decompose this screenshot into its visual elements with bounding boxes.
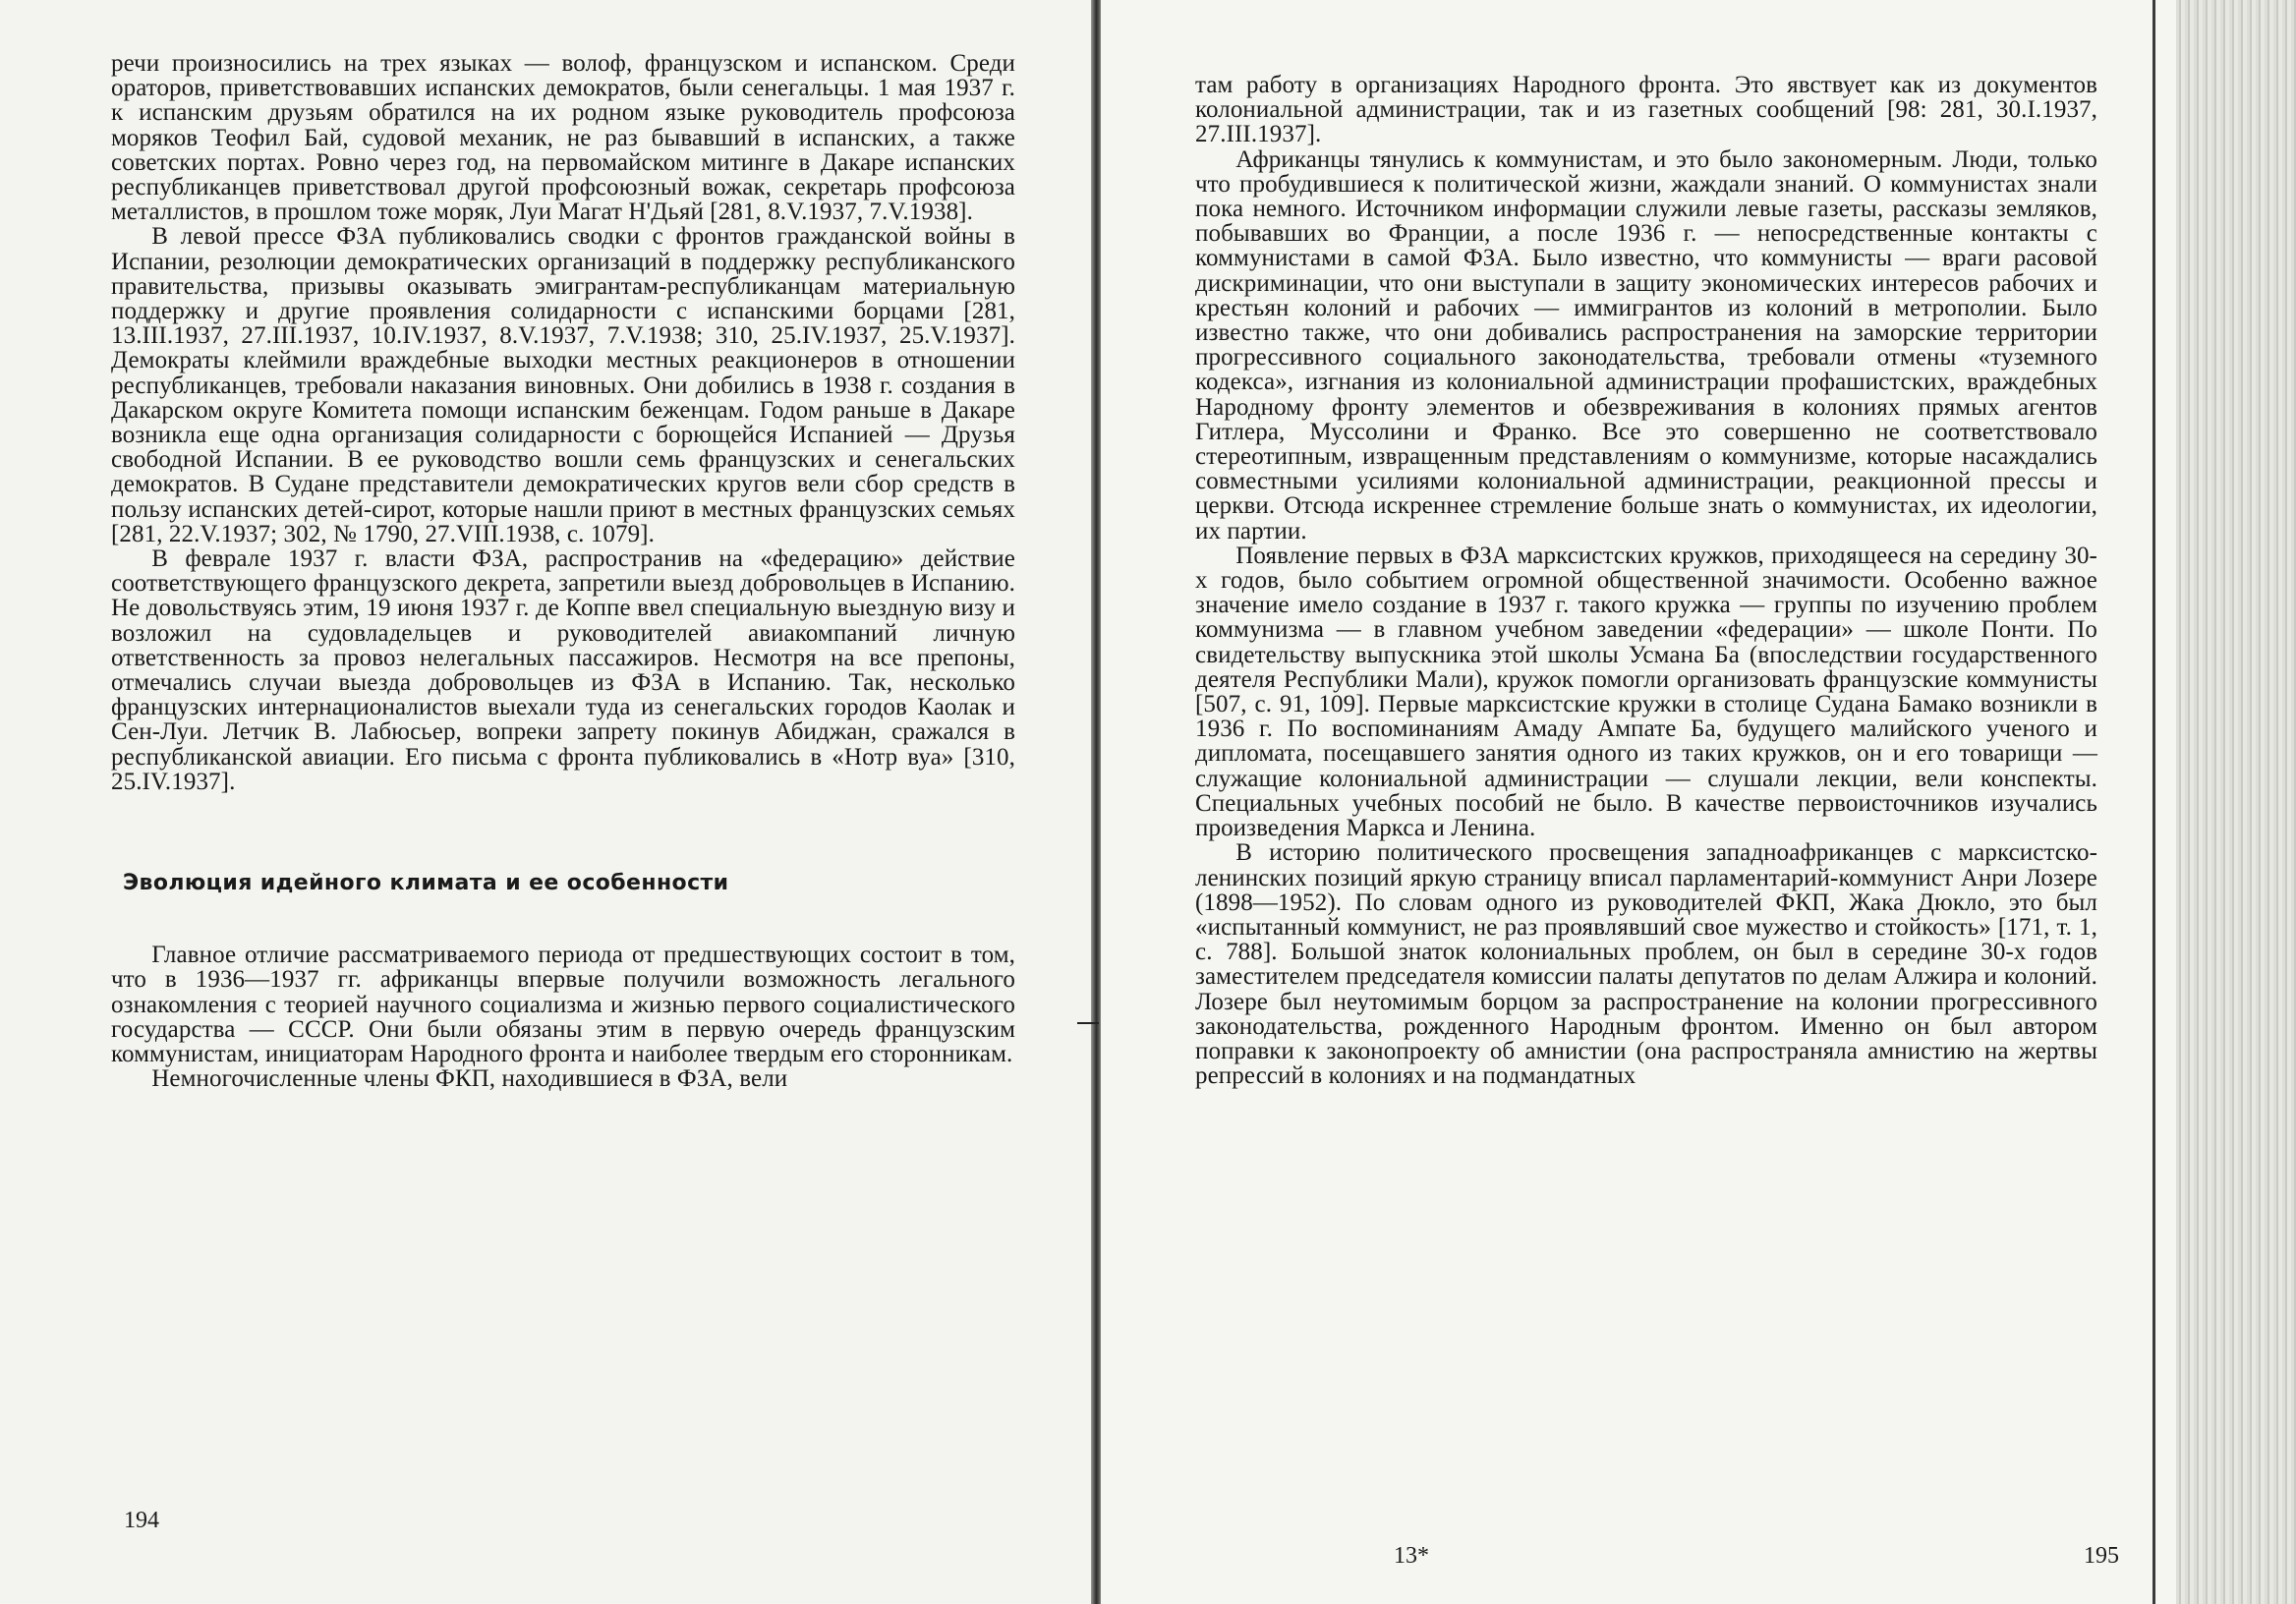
paragraph: В левой прессе ФЗА публиковались сводки с фронтов гражданской войны в Испании, резолюции демократических организаций в поддержку республиканского правительства, призывы оказывать эмигрантам-республиканцам материальную поддержку и другие проявления солидарности с испанскими борцами [281, 13.III.1937, 27.III.1937, 10.IV.1937, 8.V.1937, 7.V.1938; 310, 25.IV.1937, 25.V.1937]. Демократы клеймили враждебные выходки местных реакционеров в отношении республиканцев, требовали наказания виновных. Они добились в 1938 г. создания в Дакарском округе Комитета помощи испанским беженцам. Годом раньше в Дакаре возникла еще одна организация солидарности с борющейся Испанией — Друзья свободной Испании. В ее руководство вошли семь французских и сенегальских демократов. В Судане представители демократических кругов вели сбор средств в пользу испанских детей-сирот, которые нашли приют в местных французских семьях [281, 22.V.1937; 302, № 1790, 27.VIII.1938, с. 1079]. [111,223,1015,547]
paragraph: речи произносились на трех языках — волоф, французском и испанском. Среди ораторов, приветствовавших испанских демократов, были сенегальцы. 1 мая 1937 г. к испанским друзьям обратился на их родном языке руководитель профсоюза моряков Теофил Бай, судовой механик, не раз бывавший в испанских, а также советских портах. Ровно через год, на первомайском митинге в Дакаре испанских республиканцев приветствовал другой профсоюзный вожак, секретарь профсоюза металлистов, в прошлом тоже моряк, Луи Магат Н'Дьяй [281, 8.V.1937, 7.V.1938]. [111,50,1015,226]
left-page [0,0,1093,1604]
page-number: 195 [2084,1543,2119,1569]
signature-mark: 13* [1394,1543,1429,1569]
page-edge-line [2152,0,2155,1604]
paragraph: Немногочисленные члены ФКП, находившиеся в ФЗА, вели [151,1065,788,1093]
page-edge-stack [2176,0,2296,1604]
section-heading: Эволюция идейного климата и ее особенности [123,871,729,896]
right-text-column [1195,73,2097,1088]
right-page [1101,0,2176,1604]
paragraph: там работу в организациях Народного фронта. Это явствует как из документов колониальной администрации, так и из газетных сообщений [98: 281, 30.I.1937, 27.III.1937]. [1195,72,2097,148]
paragraph: Африканцы тянулись к коммунистам, и это было закономерным. Люди, только что пробудившиеся к политической жизни, жаждали знаний. О коммунистах знали пока немного. Источником информации служили левые газеты, рассказы земляков, побывавших во Франции, а после 1936 г. — непосредственные контакты с коммунистами в самой ФЗА. Было известно, что коммунисты — враги расовой дискриминации, что они выступали в защиту экономических интересов рабочих и крестьян колоний и рабочих — иммигрантов из колоний в метрополии. Было известно также, что они добивались распространения на заморские территории прогрессивного социального законодательства, требовали отмены «туземного кодекса», изгнания из колониальной администрации профашистских, враждебных Народному фронту элементов и обезвреживания в колониях прямых агентов Гитлера, Муссолини и Франко. Все это совершенно не соответствовало стереотипным, извращенным представлениям о коммунизме, которые насаждались совместными усилиями колониальной администрации, реакционной прессы и церкви. Отсюда искреннее стремление больше знать о коммунистах, их идеологии, их партии. [1195,145,2097,544]
paragraph: В историю политического просвещения западноафриканцев с марксистско-ленинских позиций яркую страницу вписал парламентарий-коммунист Анри Лозере (1898—1952). По словам одного из руководителей ФКП, Жака Дюкло, это был «испытанный коммунист, не раз проявлявший свое мужество и стойкость» [171, т. 1, с. 788]. Большой знаток колониальных проблем, он был в середине 30-х годов заместителем председателя комиссии палаты депутатов по делам Алжира и колоний. Лозере был неутомимым борцом за распространение на колонии прогрессивного законодательства, рожденного Народным фронтом. Именно он был автором поправки к законопроекту об амнистии (она распространяла амнистию на жертвы репрессий в колониях и на подмандатных [1195,839,2097,1090]
paragraph: В феврале 1937 г. власти ФЗА, распространив на «федерацию» действие соответствующего французского декрета, запретили выезд добровольцев в Испанию. Не довольствуясь этим, 19 июня 1937 г. де Коппе ввел специальную выездную визу и возложил на судовладельцев и руководителей авиакомпаний личную ответственность за провоз нелегальных пассажиров. Несмотря на все препоны, отмечались случаи выезда добровольцев из ФЗА в Испанию. Так, несколько французских интернационалистов выехали туда из сенегальских городов Каолак и Сен-Луи. Летчик В. Лабюсьер, вопреки запрету покинув Абиджан, сражался в республиканской авиации. Его письма с фронта публиковались в «Нотр вуа» [310, 25.IV.1937]. [111,545,1015,795]
page-number: 194 [124,1508,159,1533]
margin-mark [1077,1022,1099,1024]
left-text-column [111,51,1015,1091]
paragraph: Появление первых в ФЗА марксистских кружков, приходящееся на середину 30-х годов, было событием огромной общественной значимости. Особенно важное значение имело создание в 1937 г. такого кружка — группы по изучению проблем коммунизма — в главном учебном заведении «федерации» — школе Понти. По свидетельству выпускника этой школы Усмана Ба (впоследствии государственного деятеля Республики Мали), кружок помогли организовать французские коммунисты [507, с. 91, 109]. Первые марксистские кружки в столице Судана Бамако возникли в 1936 г. По воспоминаниям Амаду Ампате Ба, будущего малийского ученого и дипломата, посещавшего занятия одного из таких кружков, он и его товарищи — служащие колониальной администрации — слушали лекции, вели конспекты. Специальных учебных пособий не было. В качестве первоисточников изучались произведения Маркса и Ленина. [1195,542,2097,842]
paragraph: Главное отличие рассматриваемого периода от предшествующих состоит в том, что в 1936—1937 гг. африканцы впервые получили возможность легального ознакомления с теорией научного социализма и жизнью первого социалистического государства — СССР. Они были обязаны этим в первую очередь французским коммунистам, инициаторам Народного фронта и наиболее твердым его сторонникам. [111,942,1015,1067]
